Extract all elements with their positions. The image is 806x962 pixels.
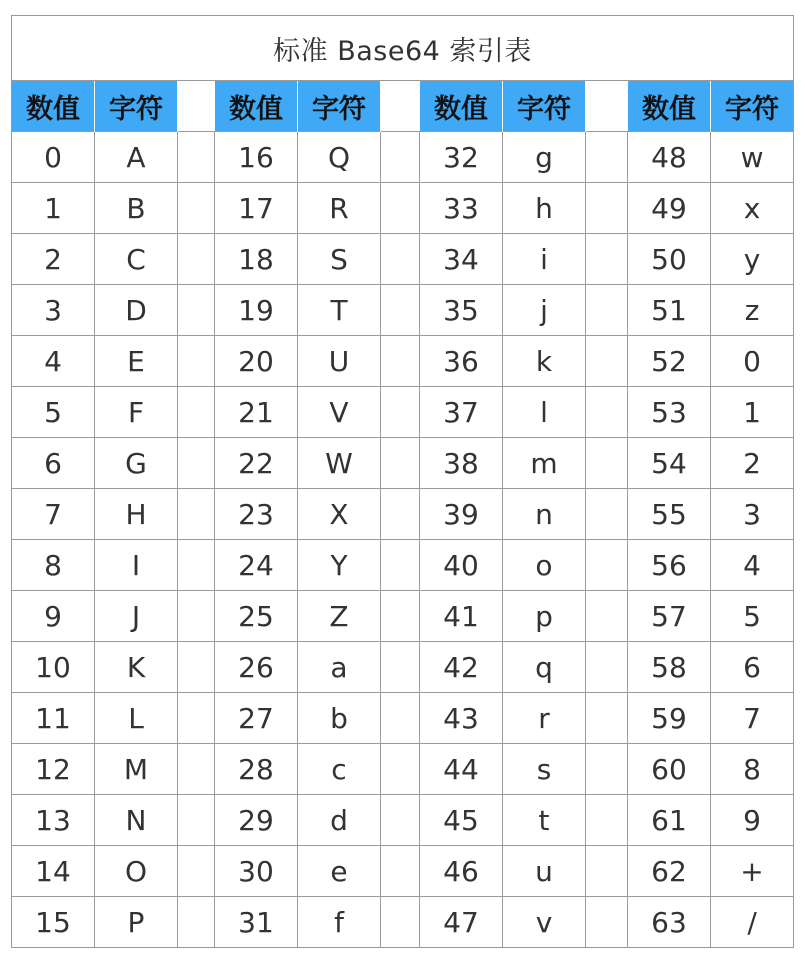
char-cell: / (711, 897, 794, 948)
char-cell: H (95, 489, 178, 540)
value-cell: 44 (420, 744, 503, 795)
value-cell: 38 (420, 438, 503, 489)
group-spacer (178, 897, 215, 948)
table-row (12, 387, 794, 438)
group-spacer (381, 387, 420, 438)
group-spacer (381, 234, 420, 285)
group-spacer (381, 438, 420, 489)
char-cell: 2 (711, 438, 794, 489)
char-cell: n (503, 489, 586, 540)
group-spacer (381, 897, 420, 948)
char-cell: G (95, 438, 178, 489)
table-row (12, 744, 794, 795)
char-cell: z (711, 285, 794, 336)
value-cell: 19 (215, 285, 298, 336)
value-cell: 13 (12, 795, 95, 846)
table-row (12, 795, 794, 846)
char-cell: F (95, 387, 178, 438)
value-cell: 48 (628, 132, 711, 183)
char-cell: 9 (711, 795, 794, 846)
char-cell: o (503, 540, 586, 591)
char-cell: m (503, 438, 586, 489)
value-cell: 8 (12, 540, 95, 591)
value-cell: 30 (215, 846, 298, 897)
value-cell: 53 (628, 387, 711, 438)
value-cell: 35 (420, 285, 503, 336)
value-cell: 49 (628, 183, 711, 234)
table-body (12, 132, 794, 948)
value-cell: 3 (12, 285, 95, 336)
table-row (12, 540, 794, 591)
group-spacer (586, 846, 628, 897)
value-cell: 55 (628, 489, 711, 540)
value-cell: 31 (215, 897, 298, 948)
char-cell: W (298, 438, 381, 489)
header-spacer (586, 81, 628, 132)
group-spacer (381, 744, 420, 795)
value-cell: 15 (12, 897, 95, 948)
char-cell: r (503, 693, 586, 744)
group-spacer (381, 489, 420, 540)
value-cell: 52 (628, 336, 711, 387)
group-spacer (586, 591, 628, 642)
header-spacer (381, 81, 420, 132)
value-cell: 11 (12, 693, 95, 744)
value-cell: 50 (628, 234, 711, 285)
value-cell: 23 (215, 489, 298, 540)
char-cell: b (298, 693, 381, 744)
char-cell: X (298, 489, 381, 540)
base64-index-table (11, 15, 794, 948)
char-cell: v (503, 897, 586, 948)
value-cell: 28 (215, 744, 298, 795)
value-cell: 4 (12, 336, 95, 387)
value-cell: 16 (215, 132, 298, 183)
value-cell: 36 (420, 336, 503, 387)
char-cell: q (503, 642, 586, 693)
value-cell: 25 (215, 591, 298, 642)
group-spacer (586, 744, 628, 795)
group-spacer (586, 642, 628, 693)
char-cell: 7 (711, 693, 794, 744)
char-cell: k (503, 336, 586, 387)
header-char-3: 字符 (503, 81, 586, 132)
value-cell: 39 (420, 489, 503, 540)
char-cell: f (298, 897, 381, 948)
group-spacer (178, 234, 215, 285)
value-cell: 29 (215, 795, 298, 846)
value-cell: 56 (628, 540, 711, 591)
group-spacer (381, 846, 420, 897)
value-cell: 40 (420, 540, 503, 591)
table-row (12, 642, 794, 693)
char-cell: B (95, 183, 178, 234)
group-spacer (586, 540, 628, 591)
char-cell: U (298, 336, 381, 387)
group-spacer (178, 132, 215, 183)
header-spacer (178, 81, 215, 132)
value-cell: 42 (420, 642, 503, 693)
group-spacer (586, 438, 628, 489)
group-spacer (178, 744, 215, 795)
char-cell: C (95, 234, 178, 285)
group-spacer (381, 183, 420, 234)
header-value-2: 数值 (215, 81, 298, 132)
table-row (12, 285, 794, 336)
group-spacer (586, 897, 628, 948)
group-spacer (381, 132, 420, 183)
char-cell: 1 (711, 387, 794, 438)
char-cell: i (503, 234, 586, 285)
group-spacer (381, 591, 420, 642)
char-cell: T (298, 285, 381, 336)
value-cell: 41 (420, 591, 503, 642)
header-char-1: 字符 (95, 81, 178, 132)
char-cell: O (95, 846, 178, 897)
char-cell: u (503, 846, 586, 897)
table-row (12, 693, 794, 744)
char-cell: + (711, 846, 794, 897)
group-spacer (178, 540, 215, 591)
char-cell: g (503, 132, 586, 183)
value-cell: 54 (628, 438, 711, 489)
char-cell: l (503, 387, 586, 438)
char-cell: w (711, 132, 794, 183)
char-cell: a (298, 642, 381, 693)
group-spacer (178, 438, 215, 489)
group-spacer (178, 795, 215, 846)
char-cell: 3 (711, 489, 794, 540)
group-spacer (381, 795, 420, 846)
char-cell: 4 (711, 540, 794, 591)
group-spacer (178, 846, 215, 897)
char-cell: P (95, 897, 178, 948)
title-row (12, 16, 794, 81)
value-cell: 21 (215, 387, 298, 438)
group-spacer (178, 285, 215, 336)
table-row (12, 336, 794, 387)
header-value-3: 数值 (420, 81, 503, 132)
char-cell: d (298, 795, 381, 846)
header-value-4: 数值 (628, 81, 711, 132)
value-cell: 58 (628, 642, 711, 693)
group-spacer (586, 234, 628, 285)
value-cell: 51 (628, 285, 711, 336)
char-cell: Q (298, 132, 381, 183)
char-cell: s (503, 744, 586, 795)
table-row (12, 438, 794, 489)
char-cell: V (298, 387, 381, 438)
value-cell: 9 (12, 591, 95, 642)
value-cell: 17 (215, 183, 298, 234)
value-cell: 20 (215, 336, 298, 387)
char-cell: A (95, 132, 178, 183)
char-cell: y (711, 234, 794, 285)
header-value-1: 数值 (12, 81, 95, 132)
group-spacer (586, 489, 628, 540)
group-spacer (178, 336, 215, 387)
char-cell: j (503, 285, 586, 336)
value-cell: 27 (215, 693, 298, 744)
value-cell: 32 (420, 132, 503, 183)
char-cell: D (95, 285, 178, 336)
char-cell: S (298, 234, 381, 285)
char-cell: 8 (711, 744, 794, 795)
value-cell: 12 (12, 744, 95, 795)
value-cell: 7 (12, 489, 95, 540)
group-spacer (381, 285, 420, 336)
value-cell: 6 (12, 438, 95, 489)
char-cell: 6 (711, 642, 794, 693)
char-cell: t (503, 795, 586, 846)
value-cell: 60 (628, 744, 711, 795)
group-spacer (586, 285, 628, 336)
group-spacer (178, 387, 215, 438)
group-spacer (178, 489, 215, 540)
table-row (12, 234, 794, 285)
char-cell: J (95, 591, 178, 642)
char-cell: h (503, 183, 586, 234)
value-cell: 22 (215, 438, 298, 489)
char-cell: N (95, 795, 178, 846)
value-cell: 43 (420, 693, 503, 744)
group-spacer (178, 642, 215, 693)
char-cell: c (298, 744, 381, 795)
char-cell: L (95, 693, 178, 744)
value-cell: 33 (420, 183, 503, 234)
group-spacer (586, 795, 628, 846)
value-cell: 14 (12, 846, 95, 897)
value-cell: 62 (628, 846, 711, 897)
table-row (12, 897, 794, 948)
header-row (12, 81, 794, 132)
group-spacer (381, 540, 420, 591)
table-title: 标准 Base64 索引表 (12, 16, 794, 81)
char-cell: x (711, 183, 794, 234)
value-cell: 47 (420, 897, 503, 948)
value-cell: 37 (420, 387, 503, 438)
char-cell: K (95, 642, 178, 693)
group-spacer (586, 132, 628, 183)
table-row (12, 846, 794, 897)
value-cell: 0 (12, 132, 95, 183)
group-spacer (381, 642, 420, 693)
group-spacer (178, 591, 215, 642)
char-cell: e (298, 846, 381, 897)
char-cell: Z (298, 591, 381, 642)
value-cell: 18 (215, 234, 298, 285)
value-cell: 5 (12, 387, 95, 438)
char-cell: Y (298, 540, 381, 591)
value-cell: 34 (420, 234, 503, 285)
value-cell: 61 (628, 795, 711, 846)
value-cell: 45 (420, 795, 503, 846)
value-cell: 46 (420, 846, 503, 897)
value-cell: 59 (628, 693, 711, 744)
char-cell: I (95, 540, 178, 591)
value-cell: 10 (12, 642, 95, 693)
group-spacer (381, 693, 420, 744)
char-cell: R (298, 183, 381, 234)
char-cell: 5 (711, 591, 794, 642)
group-spacer (586, 336, 628, 387)
header-char-4: 字符 (711, 81, 794, 132)
table-row (12, 489, 794, 540)
value-cell: 24 (215, 540, 298, 591)
char-cell: M (95, 744, 178, 795)
group-spacer (178, 183, 215, 234)
header-char-2: 字符 (298, 81, 381, 132)
group-spacer (586, 693, 628, 744)
value-cell: 57 (628, 591, 711, 642)
char-cell: E (95, 336, 178, 387)
char-cell: p (503, 591, 586, 642)
group-spacer (381, 336, 420, 387)
value-cell: 2 (12, 234, 95, 285)
value-cell: 1 (12, 183, 95, 234)
table-row (12, 591, 794, 642)
value-cell: 26 (215, 642, 298, 693)
table-row (12, 132, 794, 183)
value-cell: 63 (628, 897, 711, 948)
char-cell: 0 (711, 336, 794, 387)
group-spacer (586, 387, 628, 438)
group-spacer (178, 693, 215, 744)
group-spacer (586, 183, 628, 234)
table-row (12, 183, 794, 234)
